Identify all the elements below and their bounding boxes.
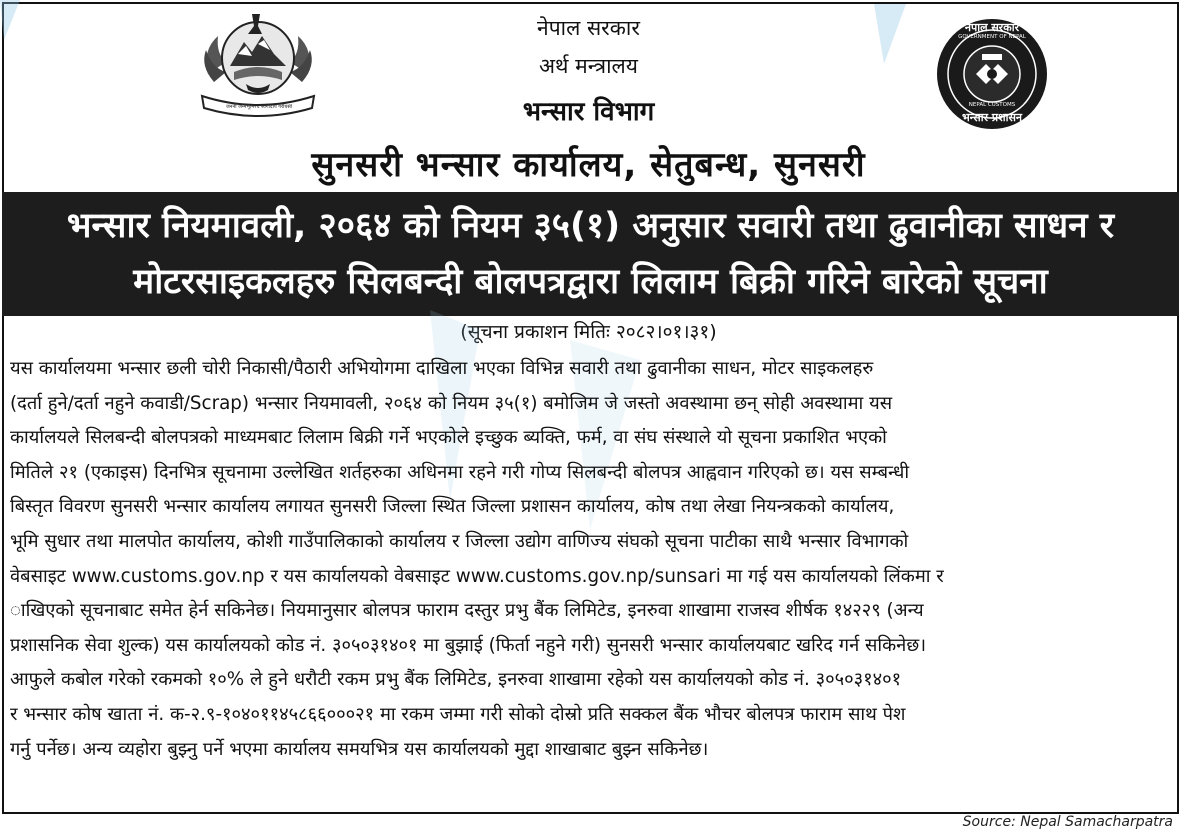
seal-ring-text: GOVERNMENT OF NEPAL: [958, 34, 1026, 40]
body-line: वेबसाइट www.customs.gov.np र यस कार्यालयको वेबसाइट www.customs.gov.np/sunsari मा गई यस कार्यालयको लिंकमा र: [10, 565, 944, 587]
seal-ring-text-bottom: NEPAL CUSTOMS: [968, 102, 1016, 108]
source-credit: Source: Nepal Samacharpatra: [962, 814, 1173, 830]
ministry-name: अर्थ मन्त्रालय: [539, 54, 638, 78]
department-name: भन्सार विभाग: [522, 97, 655, 127]
seal-text-top: नेपाल सरकार: [964, 21, 1020, 34]
body-line: (दर्ता हुने/दर्ता नहुने कवाडी/Scrap) भन्सार नियमावली, २०६४ को नियम ३५(१) बमोजिम जे जस्तो अवस्थामा छन् सोही अवस्थामा यस: [10, 392, 893, 414]
government-name: नेपाल सरकार: [537, 16, 640, 40]
notice-title-line-1: भन्सार नियमावली, २०६४ को नियम ३५(१) अनुसार सवारी तथा ढुवानीका साधन र: [66, 206, 1115, 246]
notice-title-band: [2, 192, 1179, 316]
body-line: गर्नु पर्नेछ। अन्य व्यहोरा बुझ्नु पर्ने भएमा कार्यालय समयभित्र यस कार्यालयको मुद्दा शाखाबाट बुझ्न सकिनेछ।: [10, 738, 709, 760]
watermark-arrow-icon: [0, 0, 24, 60]
body-line: प्रशासनिक सेवा शुल्क) यस कार्यालयको कोड नं. ३०५०३१४०१ मा बुझाई (फिर्ता नहुने गरी) सुनसरी भन्सार कार्यालयबाट खरिद गर्न सकिनेछ।: [10, 634, 927, 656]
emblem-caption: जननी जन्मभूमिश्च स्वर्गादपि गरीयसी: [225, 104, 293, 110]
notice-title-line-2: मोटरसाइकलहरु सिलबन्दी बोलपत्रद्वारा लिलाम बिक्री गरिने बारेको सूचना: [133, 262, 1048, 302]
body-line: ाखिएको सूचनाबाट समेत हेर्न सकिनेछ। नियमानुसार बोलपत्र फाराम दस्तुर प्रभु बैंक लिमिटेड, इनरुवा शाखामा राजस्व शीर्षक १४२२९ (अन्य: [10, 600, 924, 622]
publication-date: (सूचना प्रकाशन मितिः २०८२।०१।३१): [460, 321, 717, 343]
body-line: र भन्सार कोष खाता नं. क-२.९-१०४०११४५८६६०००२१ मा रकम जम्मा गरी सोको दोस्रो प्रति सक्कल बैंक भौचर बोलपत्र फाराम साथ पेश: [10, 703, 906, 725]
body-line: भूमि सुधार तथा मालपोत कार्यालय, कोशी गाउँपालिकाको कार्यालय र जिल्ला उद्योग वाणिज्य संघको सूचना पाटीका साथै भन्सार विभागको: [10, 530, 909, 552]
notice-body: [10, 352, 1172, 767]
seal-text-bottom: भन्सार प्रशासन: [961, 111, 1023, 124]
body-line: बिस्तृत विवरण सुनसरी भन्सार कार्यालय लगायत सुनसरी जिल्ला स्थित जिल्ला प्रशासन कार्यालय, कोष तथा लेखा नियन्त्रकको कार्यालय,: [10, 496, 895, 518]
body-line: मितिले २१ (एकाइस) दिनभित्र सूचनामा उल्लेखित शर्तहरुका अधिनमा रहने गरी गोप्य सिलबन्दी बोलपत्र आह्ववान गरिएको छ। यस सम्बन्धी: [10, 461, 910, 483]
watermark-arrow-icon: [870, 4, 910, 74]
body-line: कार्यालयले सिलबन्दी बोलपत्रको माध्यमबाट लिलाम बिक्री गर्ने भएकोले इच्छुक ब्यक्ति, फर्म, वा संघ संस्थाले यो सूचना प्रकाशित भएको: [10, 427, 887, 449]
body-line: आफुले कबोल गरेको रकमको १०% ले हुने धरौटी रकम प्रभु बैंक लिमिटेड, इनरुवा शाखामा रहेको यस कार्यालयको कोड नं. ३०५०३१४०१: [10, 669, 902, 691]
office-name: सुनसरी भन्सार कार्यालय, सेतुबन्ध, सुनसरी: [311, 145, 866, 185]
body-line: यस कार्यालयमा भन्सार छली चोरी निकासी/पैठारी अभियोगमा दाखिला भएका विभिन्न सवारी तथा ढुवानीका साधन, मोटर साइकलहरु: [10, 358, 874, 379]
